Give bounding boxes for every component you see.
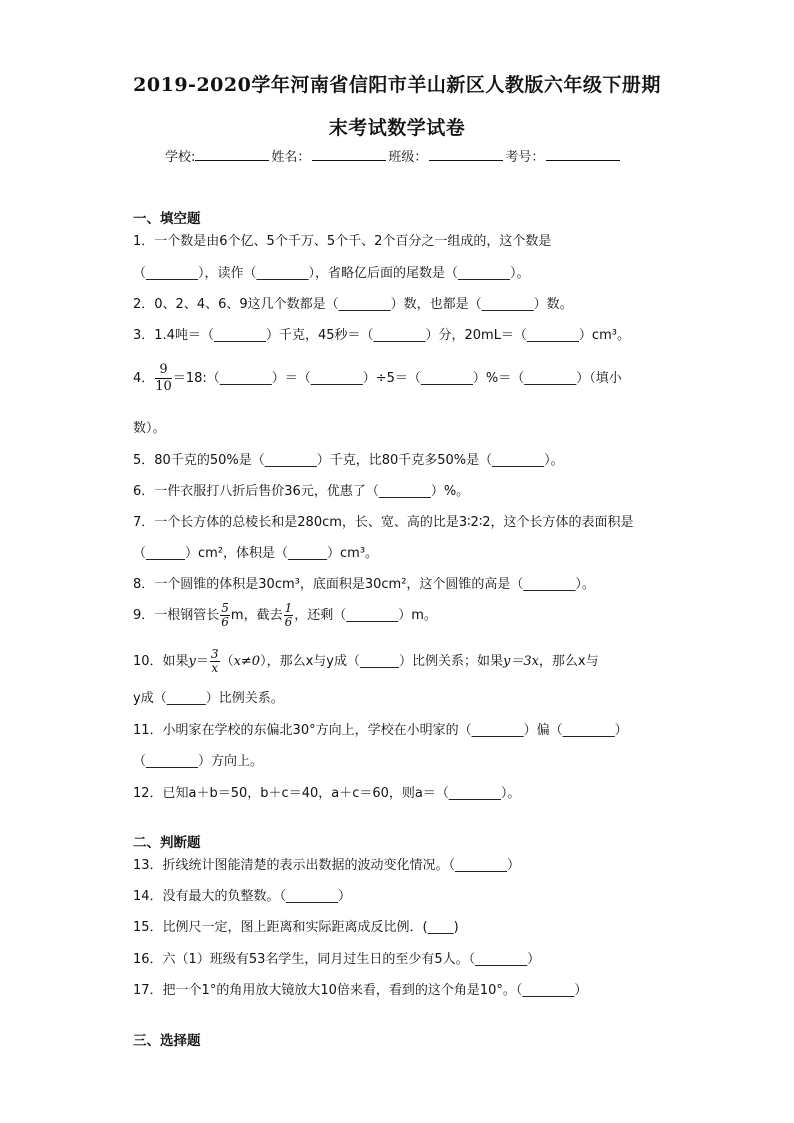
question-5: 5．80千克的50%是（________）千克，比80千克多50%是（________）。 [133, 453, 564, 468]
variable-y: y [188, 654, 196, 669]
question-9-text-c: ，还剩（________）m。 [294, 608, 437, 623]
number-blank [546, 147, 620, 161]
question-10-text-c: ），那么x与y成（______）比例关系；如果 [260, 654, 503, 669]
question-10-line-2: y成（______）比例关系。 [133, 691, 284, 706]
question-11-line-1: 11．小明家在学校的东偏北30°方向上，学校在小明家的（________）偏（________） [133, 723, 628, 738]
fraction-9-10 [155, 362, 172, 395]
question-8: 8．一个圆锥的体积是30cm³，底面积是30cm²，这个圆锥的高是（________）。 [133, 577, 595, 592]
question-10-text-b: （ [220, 654, 234, 669]
student-info-row [165, 146, 622, 165]
number-label: 考号： [505, 150, 545, 165]
question-1-line-1: 1．一个数是由6个亿、5个千万、5个千、2个百分之一组成的，这个数是 [133, 234, 552, 249]
question-13: 13．折线统计图能清楚的表示出数据的波动变化情况。（________） [133, 858, 521, 873]
question-7-line-2: （______）cm²，体积是（______）cm³。 [133, 546, 379, 561]
question-10-line-1 [133, 648, 599, 675]
condition-x-not-zero: x≠0 [233, 654, 261, 669]
equals-sign: ＝ [195, 654, 209, 669]
exam-title-line-1: 2019-2020学年河南省信阳市羊山新区人教版六年级下册期 [133, 74, 661, 96]
fraction-denominator: 10 [155, 379, 172, 394]
question-14: 14．没有最大的负整数。（________） [133, 889, 352, 904]
question-11-line-2: （________）方向上。 [133, 754, 264, 769]
question-9-text-b: m，截去 [230, 608, 283, 623]
section-heading-fill-blank: 一、填空题 [133, 211, 201, 227]
question-4-line-2: 数）。 [133, 421, 166, 436]
fraction-numerator: 5 [221, 601, 229, 615]
question-7-line-1: 7．一个长方体的总棱长和是280cm，长、宽、高的比是3∶2∶2，这个长方体的表面积是 [133, 515, 634, 530]
fraction-3-x [210, 648, 220, 675]
fraction-numerator: 1 [284, 601, 293, 615]
fraction-denominator: 6 [284, 615, 293, 629]
question-10-text-a: 10．如果 [133, 654, 189, 669]
section-heading-true-false: 二、判断题 [133, 835, 201, 851]
question-16: 16．六（1）班级有53名学生，同月过生日的至少有5人。（________） [133, 952, 541, 967]
school-label: 学校: [165, 150, 196, 165]
fraction-1-6 [284, 602, 294, 629]
question-15: 15．比例尺一定，图上距离和实际距离成反比例．(____) [133, 920, 459, 935]
class-blank [429, 147, 503, 161]
fraction-numerator: 3 [210, 647, 219, 661]
name-blank [312, 147, 386, 161]
fraction-numerator: 9 [155, 362, 172, 379]
question-1-line-2: （________），读作（________），省略亿后面的尾数是（________）。 [133, 266, 530, 281]
fraction-denominator: x [211, 661, 219, 675]
class-label: 班级： [388, 150, 428, 165]
name-label: 姓名： [271, 150, 311, 165]
question-2: 2．0、2、4、6、9这几个数都是（________）数，也都是（________）数。 [133, 297, 573, 312]
expression-y-3x: y＝3x [502, 654, 539, 669]
question-12: 12．已知a＋b＝50，b＋c＝40，a＋c＝60，则a＝（________）。 [133, 786, 521, 801]
fraction-denominator: 6 [221, 615, 229, 629]
school-blank [195, 147, 269, 161]
section-heading-multiple-choice: 三、选择题 [133, 1033, 201, 1049]
question-9 [133, 602, 437, 629]
fraction-5-6 [220, 602, 230, 629]
question-6: 6．一件衣服打八折后售价36元，优惠了（________）%。 [133, 484, 470, 499]
question-4-text: ＝18:（________）＝（________）÷5＝（________）%＝（________）（填小 [172, 371, 622, 386]
question-4-line-1 [133, 362, 622, 395]
exam-title-line-2: 末考试数学试卷 [328, 117, 466, 139]
question-3: 3．1.4吨＝（________）千克，45秒＝（________）分，20mL＝（________）cm³。 [133, 328, 630, 343]
question-10-text-d: ，那么x与 [538, 654, 599, 669]
question-17: 17．把一个1°的角用放大镜放大10倍来看，看到的这个角是10°。（________） [133, 983, 588, 998]
question-9-text-a: 9．一根钢管长 [133, 608, 220, 623]
question-4-number: 4． [133, 371, 155, 386]
